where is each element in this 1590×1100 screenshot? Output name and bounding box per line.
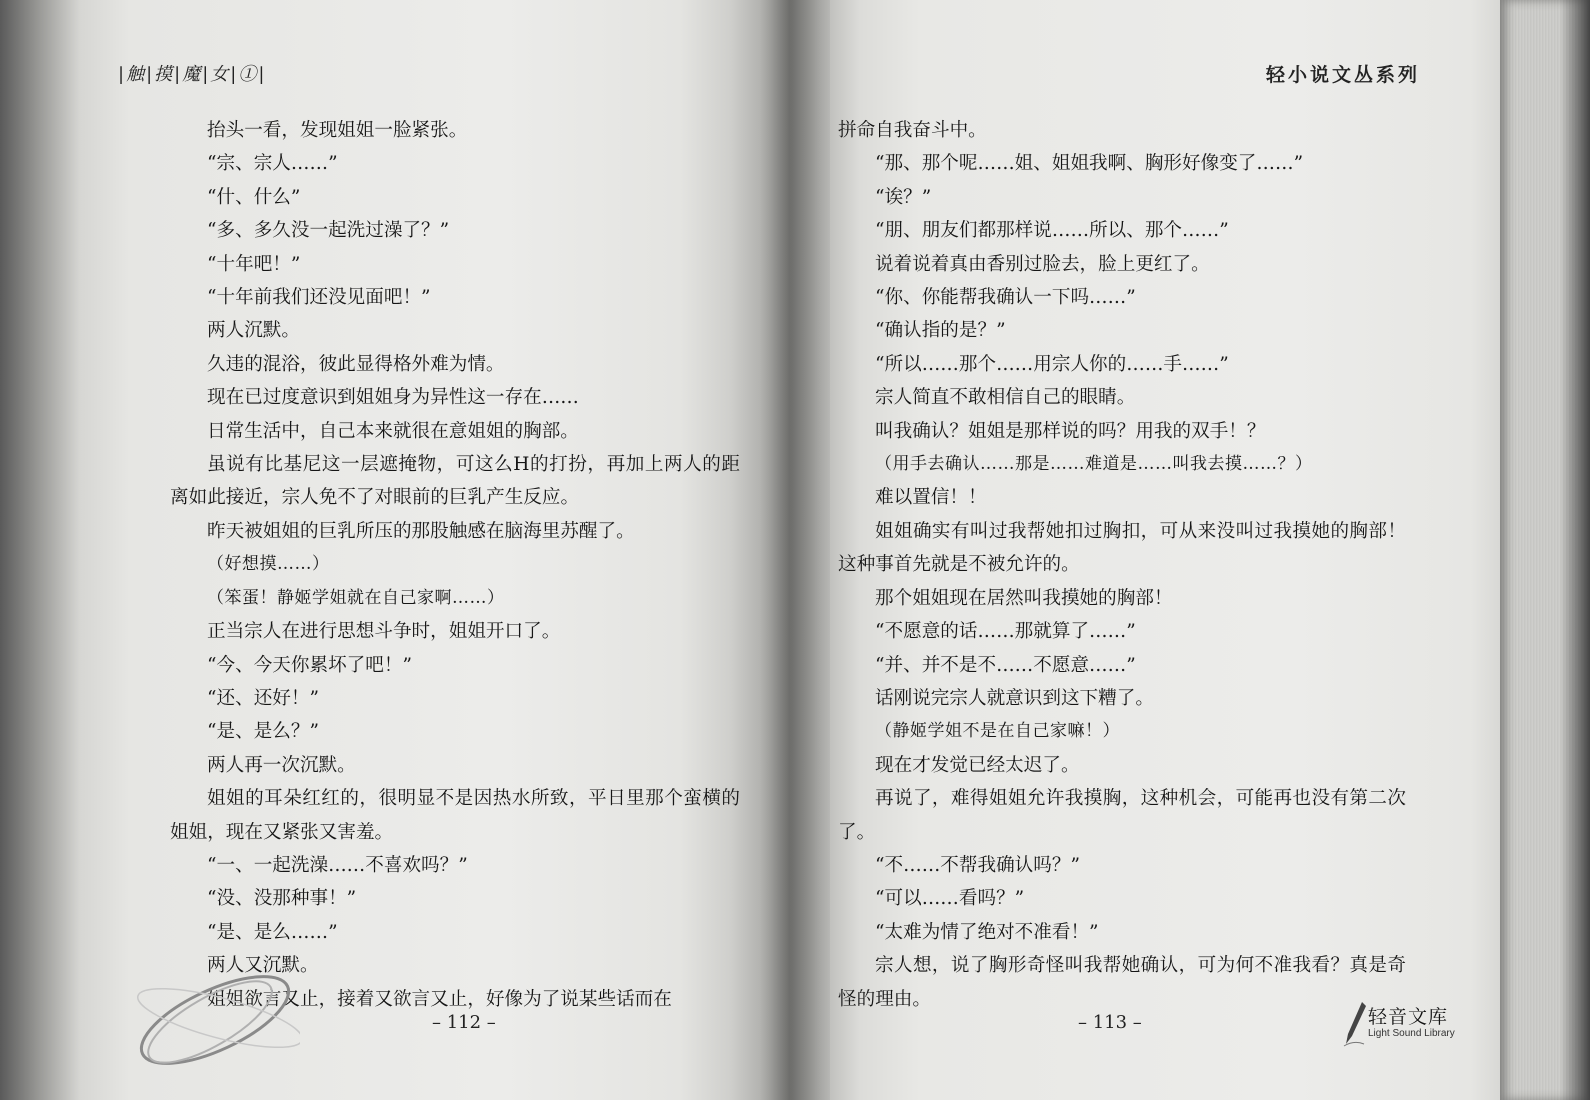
publisher-english-name: Light Sound Library: [1368, 1028, 1455, 1039]
paragraph: “那、那个呢……姐、姐姐我啊、胸形好像变了……”: [875, 153, 1304, 175]
paragraph: “是、是么？”: [207, 721, 319, 743]
paragraph: “诶？”: [875, 186, 932, 208]
paragraph: “一、一起洗澡……不喜欢吗？”: [207, 854, 468, 876]
paragraph: 姐姐确实有叫过我帮她扣过胸扣，可从来没叫过我摸她的胸部！这种事首先就是不被允许的。: [838, 520, 1406, 576]
paragraph: “还、还好！”: [207, 687, 319, 709]
paragraph: “是、是么……”: [207, 921, 338, 943]
left-body-text: [170, 114, 740, 1016]
paragraph: 话刚说完宗人就意识到这下糟了。: [875, 687, 1154, 709]
paragraph: “并、并不是不……不愿意……”: [875, 654, 1136, 676]
right-page-number: – 113 –: [1078, 1012, 1142, 1033]
paragraph: 正当宗人在进行思想斗争时，姐姐开口了。: [207, 621, 561, 643]
paragraph: “所以……那个……用宗人你的……手……”: [875, 353, 1229, 375]
paragraph: 两人再一次沉默。: [207, 754, 356, 776]
paragraph: 叫我确认？姐姐是那样说的吗？用我的双手！？: [875, 420, 1266, 442]
pen-nib-icon: [1340, 1000, 1368, 1050]
paragraph: 现在才发觉已经太迟了。: [875, 754, 1080, 776]
left-page-number: – 112 –: [432, 1012, 496, 1033]
paragraph: “多、多久没一起洗过澡了？”: [207, 220, 450, 242]
right-page: [790, 0, 1500, 1100]
paragraph: 抬头一看，发现姐姐一脸紧张。: [207, 120, 468, 141]
paragraph: “太难为情了绝对不准看！”: [875, 921, 1099, 943]
paragraph: “可以……看吗？”: [875, 888, 1025, 910]
swirl-ornament-icon: [120, 950, 300, 1070]
paragraph: 拼命自我奋斗中。: [838, 120, 987, 141]
paragraph: 宗人简直不敢相信自己的眼睛。: [875, 387, 1136, 409]
paragraph: 两人又沉默。: [207, 955, 319, 977]
left-page: [0, 0, 790, 1100]
paragraph: （笨蛋！静姬学姐就在自己家啊……）: [207, 587, 505, 608]
paragraph: “你、你能帮我确认一下吗……”: [875, 287, 1136, 309]
paragraph: 说着说着真由香别过脸去，脸上更红了。: [875, 253, 1210, 275]
right-body-text: [838, 114, 1406, 1016]
paragraph: “朋、朋友们都那样说……所以、那个……”: [875, 220, 1229, 242]
page-edges: [1500, 0, 1590, 1100]
paragraph: （好想摸……）: [207, 554, 330, 575]
paragraph: 虽说有比基尼这一层遮掩物，可这么H的打扮，再加上两人的距离如此接近，宗人免不了对眼前的巨乳产生反应。: [170, 454, 740, 509]
paragraph: （静姬学姐不是在自己家嘛！）: [875, 721, 1120, 742]
paragraph: “宗、宗人……”: [207, 153, 338, 175]
paragraph: “十年吧！”: [207, 253, 301, 275]
paragraph: “十年前我们还没见面吧！”: [207, 287, 431, 309]
paragraph: 姐姐的耳朵红红的，很明显不是因热水所致，平日里那个蛮横的姐姐，现在又紧张又害羞。: [170, 788, 740, 843]
paragraph: 日常生活中，自己本来就很在意姐姐的胸部。: [207, 420, 579, 442]
paragraph: （用手去确认……那是……难道是……叫我去摸……？）: [875, 454, 1313, 475]
publisher-name: 轻音文库: [1368, 1007, 1449, 1028]
paragraph: “没、没那种事！”: [207, 888, 357, 910]
paragraph: “确认指的是？”: [875, 320, 1006, 342]
paragraph: “今、今天你累坏了吧！”: [207, 654, 412, 676]
left-running-header: |触|摸|魔|女|①|: [118, 64, 267, 85]
publisher-logo: [1340, 1000, 1500, 1060]
paragraph: “什、什么”: [207, 186, 301, 208]
paragraph: 久违的混浴，彼此显得格外难为情。: [207, 353, 505, 375]
paragraph: 两人沉默。: [207, 320, 300, 342]
paragraph: 姐姐欲言又止，接着又欲言又止，好像为了说某些话而在: [207, 988, 672, 1010]
paragraph: 现在已过度意识到姐姐身为异性这一存在……: [207, 387, 579, 409]
paragraph: “不愿意的话……那就算了……”: [875, 621, 1136, 643]
paragraph: 那个姐姐现在居然叫我摸她的胸部！: [875, 587, 1173, 609]
right-running-header: 轻小说文丛系列: [1265, 64, 1420, 86]
paragraph: 昨天被姐姐的巨乳所压的那股触感在脑海里苏醒了。: [207, 520, 635, 542]
paragraph: 难以置信！！: [875, 487, 987, 509]
paragraph: 宗人想，说了胸形奇怪叫我帮她确认，可为何不准我看？真是奇怪的理由。: [838, 955, 1406, 1010]
paragraph: “不……不帮我确认吗？”: [875, 854, 1080, 876]
paragraph: 再说了，难得姐姐允许我摸胸，这种机会，可能再也没有第二次了。: [838, 788, 1406, 843]
